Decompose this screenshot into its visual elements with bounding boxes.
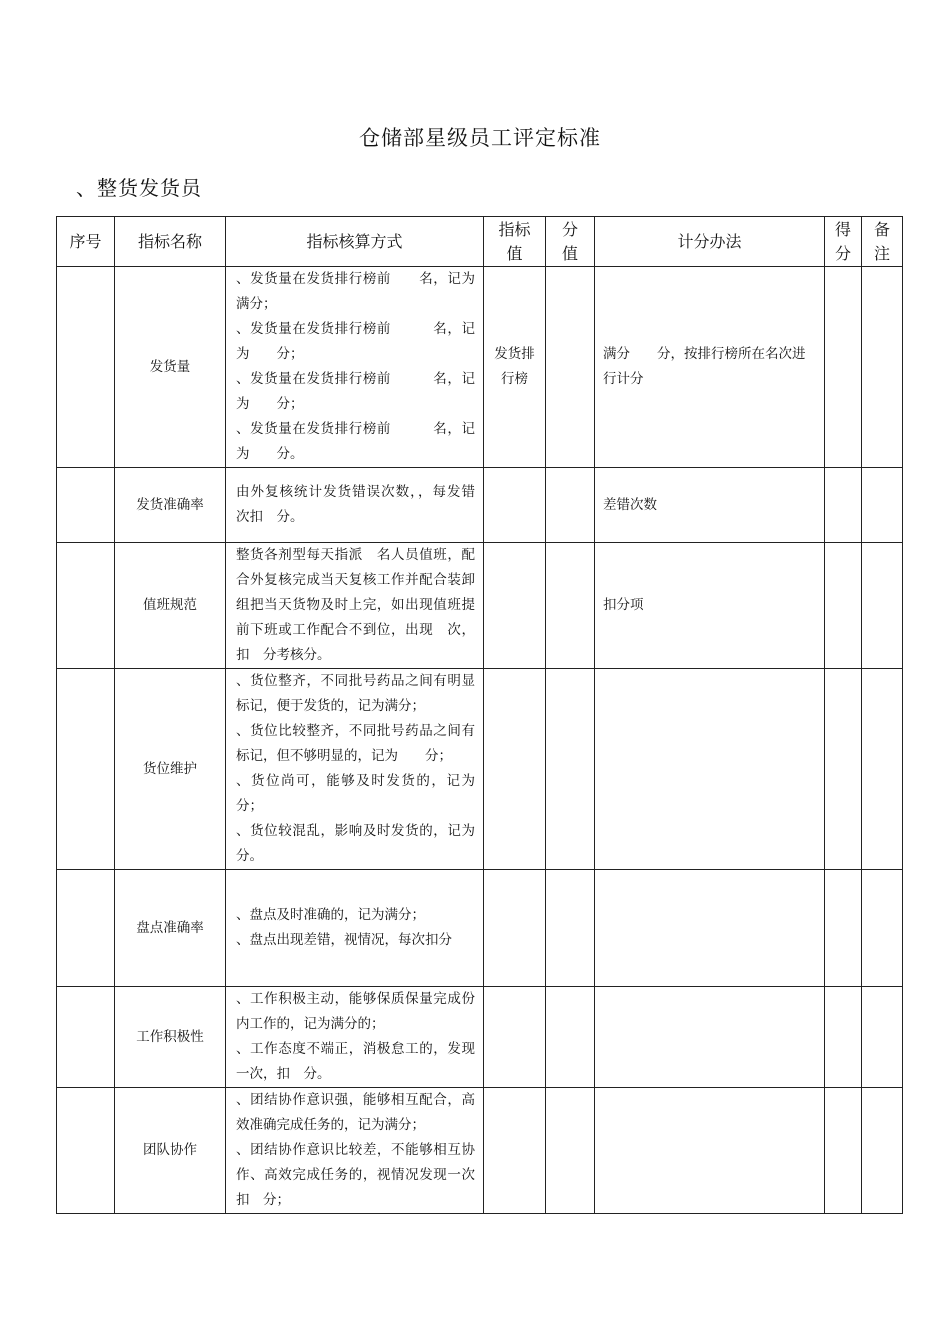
method-line: 、发货量在发货排行榜前 名，记为 分；	[236, 371, 475, 412]
header-target-line2: 值	[506, 243, 523, 263]
page-title: 仓储部星级员工评定标准	[359, 126, 601, 150]
header-score	[546, 217, 595, 267]
header-earned-line1: 得	[834, 219, 851, 239]
method-line: 、发货量在发货排行榜前 名，记为 分；	[236, 321, 475, 362]
row-name: 发货量	[115, 267, 226, 468]
row-rule: 扣分项	[595, 543, 825, 669]
method-line: 、货位整齐，不同批号药品之间有明显标记，便于发货的，记为满分；	[236, 673, 475, 714]
row-method	[226, 870, 484, 987]
method-line: 、盘点及时准确的，记为满分；	[236, 907, 425, 923]
method-line: 、工作态度不端正，消极怠工的，发现一次，扣 分。	[236, 1041, 475, 1082]
method-line: 、盘点出现差错，视情况，每次扣分	[236, 932, 452, 948]
row-score	[546, 987, 595, 1088]
row-index	[57, 267, 115, 468]
row-rule	[595, 669, 825, 870]
method-line: 、发货量在发货排行榜前 名，记为 分。	[236, 421, 475, 462]
table-row	[57, 987, 903, 1088]
method-line: 、工作积极主动，能够保质保量完成份内工作的，记为满分的；	[236, 991, 475, 1032]
row-name: 货位维护	[115, 669, 226, 870]
row-remark	[862, 1088, 903, 1214]
method-line: 、货位尚可，能够及时发货的，记为 分；	[236, 773, 489, 814]
header-target-line1: 指标	[498, 219, 531, 239]
row-method	[226, 669, 489, 870]
row-method	[226, 1088, 484, 1214]
row-remark	[862, 870, 903, 987]
header-remark-line2: 注	[873, 243, 890, 263]
row-rule	[595, 987, 825, 1088]
table-row	[57, 267, 903, 468]
row-target	[484, 1088, 546, 1214]
standards-table	[56, 216, 903, 1214]
header-target	[484, 217, 546, 267]
table-row	[57, 468, 903, 543]
table-row	[57, 870, 903, 987]
row-target	[484, 468, 546, 543]
method-line: 、发货量在发货排行榜前 名，记为满分；	[236, 271, 475, 312]
table-header-row	[57, 217, 903, 267]
row-score	[546, 1088, 595, 1214]
row-index	[57, 987, 115, 1088]
row-name: 发货准确率	[115, 468, 226, 543]
row-index	[57, 669, 115, 870]
row-index	[57, 468, 115, 543]
row-remark	[862, 987, 903, 1088]
row-earned	[825, 267, 862, 468]
header-name: 指标名称	[115, 217, 226, 267]
row-earned	[825, 870, 862, 987]
table-row	[57, 669, 903, 870]
header-remark-line1: 备	[873, 219, 890, 239]
row-earned	[825, 987, 862, 1088]
row-index	[57, 1088, 115, 1214]
row-score	[546, 669, 595, 870]
row-name: 团队协作	[115, 1088, 226, 1214]
header-score-line2: 值	[561, 243, 578, 263]
row-rule: 差错次数	[595, 468, 825, 543]
header-method: 指标核算方式	[226, 217, 484, 267]
row-rule	[595, 870, 825, 987]
row-remark	[862, 468, 903, 543]
row-remark	[862, 669, 903, 870]
section-heading: 、整货发货员	[76, 176, 202, 200]
row-remark	[862, 267, 903, 468]
row-score	[546, 543, 595, 669]
row-name: 值班规范	[115, 543, 226, 669]
method-line: 由外复核统计发货错误次数，，每发错 次扣 分。	[236, 484, 489, 525]
method-line: 、货位比较整齐，不同批号药品之间有标记，但不够明显的，记为 分；	[236, 723, 475, 764]
row-score	[546, 468, 595, 543]
row-earned	[825, 543, 862, 669]
table-row	[57, 543, 903, 669]
row-index	[57, 870, 115, 987]
row-remark	[862, 543, 903, 669]
header-rule: 计分办法	[595, 217, 825, 267]
method-line: 、团结协作意识比较差，不能够相互协作、高效完成任务的，视情况发现一次扣 分；	[236, 1142, 475, 1208]
row-method	[226, 468, 489, 543]
table-row	[57, 1088, 903, 1214]
header-earned	[825, 217, 862, 267]
row-earned	[825, 669, 862, 870]
row-score	[546, 267, 595, 468]
row-target	[484, 669, 546, 870]
row-name: 盘点准确率	[115, 870, 226, 987]
header-remark	[862, 217, 903, 267]
row-target: 发货排行榜	[484, 267, 546, 468]
method-line: 、团结协作意识强，能够相互配合，高效准确完成任务的，记为满分；	[236, 1092, 475, 1133]
row-score	[546, 870, 595, 987]
row-method	[226, 543, 484, 669]
row-index	[57, 543, 115, 669]
row-earned	[825, 468, 862, 543]
method-line: 、货位较混乱，影响及时发货的，记为 分。	[236, 823, 489, 864]
row-earned	[825, 1088, 862, 1214]
row-method	[226, 267, 484, 468]
header-earned-line2: 分	[834, 243, 851, 263]
row-rule	[595, 1088, 825, 1214]
row-rule: 满分 分，按排行榜所在名次进行计分	[595, 267, 825, 468]
row-target	[484, 870, 546, 987]
method-line: 整货各剂型每天指派 名人员值班，配合外复核完成当天复核工作并配合装卸组把当天货物及时上完，如出现值班提前下班或工作配合不到位，出现 次，扣 分考核分。	[236, 547, 475, 663]
row-target	[484, 543, 546, 669]
row-method	[226, 987, 484, 1088]
row-name: 工作积极性	[115, 987, 226, 1088]
header-score-line1: 分	[561, 219, 578, 239]
header-index: 序号	[57, 217, 115, 267]
row-target	[484, 987, 546, 1088]
